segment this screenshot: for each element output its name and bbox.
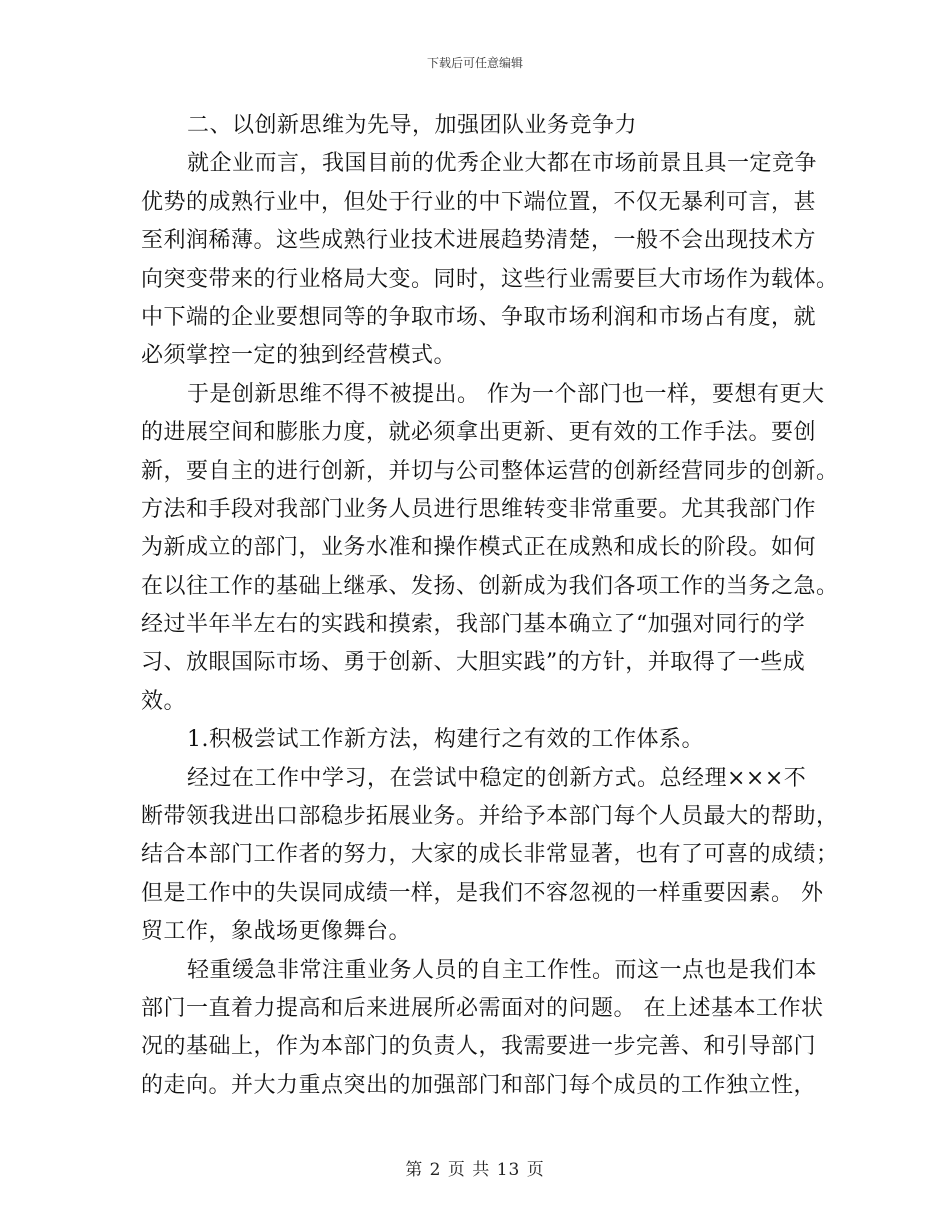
paragraph-line: 方法和手段对我部门业务人员进行思维转变非常重要。尤其我部门作 bbox=[141, 496, 817, 522]
section-heading: 二、以创新思维为先导，加强团队业务竞争力 bbox=[187, 113, 638, 138]
subsection-heading: 1.积极尝试工作新方法，构建行之有效的工作体系。 bbox=[187, 727, 704, 753]
paragraph-line: 中下端的企业要想同等的争取市场、争取市场利润和市场占有度，就 bbox=[141, 304, 817, 330]
paragraph-line: 为新成立的部门，业务水准和操作模式正在成熟和成长的阶段。如何 bbox=[141, 535, 817, 561]
document-body bbox=[141, 107, 839, 1105]
paragraph-line: 轻重缓急非常注重业务人员的自主工作性。而这一点也是我们本 bbox=[187, 957, 818, 983]
paragraph-line: 优势的成熟行业中，但处于行业的中下端位置，不仅无暴利可言，甚 bbox=[141, 189, 817, 215]
paragraph-line: 就企业而言，我国目前的优秀企业大都在市场前景且具一定竞争 bbox=[187, 151, 818, 177]
paragraph-line: 断带领我进出口部稳步拓展业务。并给予本部门每个人员最大的帮助， bbox=[141, 804, 839, 830]
page-number: 第 2 页 共 13 页 bbox=[405, 1160, 545, 1180]
paragraph-line: 的进展空间和膨胀力度，就必须拿出更新、更有效的工作手法。要创 bbox=[141, 420, 817, 446]
paragraph-line: 效。 bbox=[141, 688, 187, 714]
paragraph-line: 新，要自主的进行创新，并切与公司整体运营的创新经营同步的创新。 bbox=[141, 458, 839, 484]
paragraph-line: 况的基础上，作为本部门的负责人，我需要进一步完善、和引导部门 bbox=[141, 1034, 817, 1060]
paragraph-line: 在以往工作的基础上继承、发扬、创新成为我们各项工作的当务之急。 bbox=[141, 573, 839, 599]
paragraph-line: 贸工作，象战场更像舞台。 bbox=[141, 919, 412, 945]
paragraph-line: 经过在工作中学习，在尝试中稳定的创新方式。总经理×××不 bbox=[187, 765, 807, 791]
paragraph-line: 习、放眼国际市场、勇于创新、大胆实践”的方针，并取得了一些成 bbox=[141, 650, 806, 676]
paragraph-line: 经过半年半左右的实践和摸索，我部门基本确立了“加强对同行的学 bbox=[141, 612, 806, 638]
paragraph-line: 必须掌控一定的独到经营模式。 bbox=[141, 343, 457, 369]
header-note: 下载后可任意编辑 bbox=[426, 56, 523, 70]
paragraph-line: 部门一直着力提高和后来进展所必需面对的问题。 在上述基本工作状 bbox=[141, 995, 824, 1021]
paragraph-line: 至利润稀薄。这些成熟行业技术进展趋势清楚，一般不会出现技术方 bbox=[141, 228, 817, 254]
paragraph-line: 但是工作中的失误同成绩一样，是我们不容忽视的一样重要因素。 外 bbox=[141, 880, 824, 906]
paragraph-line: 于是创新思维不得不被提出。 作为一个部门也一样，要想有更大 bbox=[187, 381, 825, 407]
paragraph-line: 结合本部门工作者的努力，大家的成长非常显著，也有了可喜的成绩； bbox=[141, 842, 839, 868]
paragraph-line: 向突变带来的行业格局大变。同时，这些行业需要巨大市场作为载体。 bbox=[141, 266, 839, 292]
paragraph-line: 的走向。并大力重点突出的加强部门和部门每个成员的工作独立性， bbox=[141, 1072, 817, 1098]
